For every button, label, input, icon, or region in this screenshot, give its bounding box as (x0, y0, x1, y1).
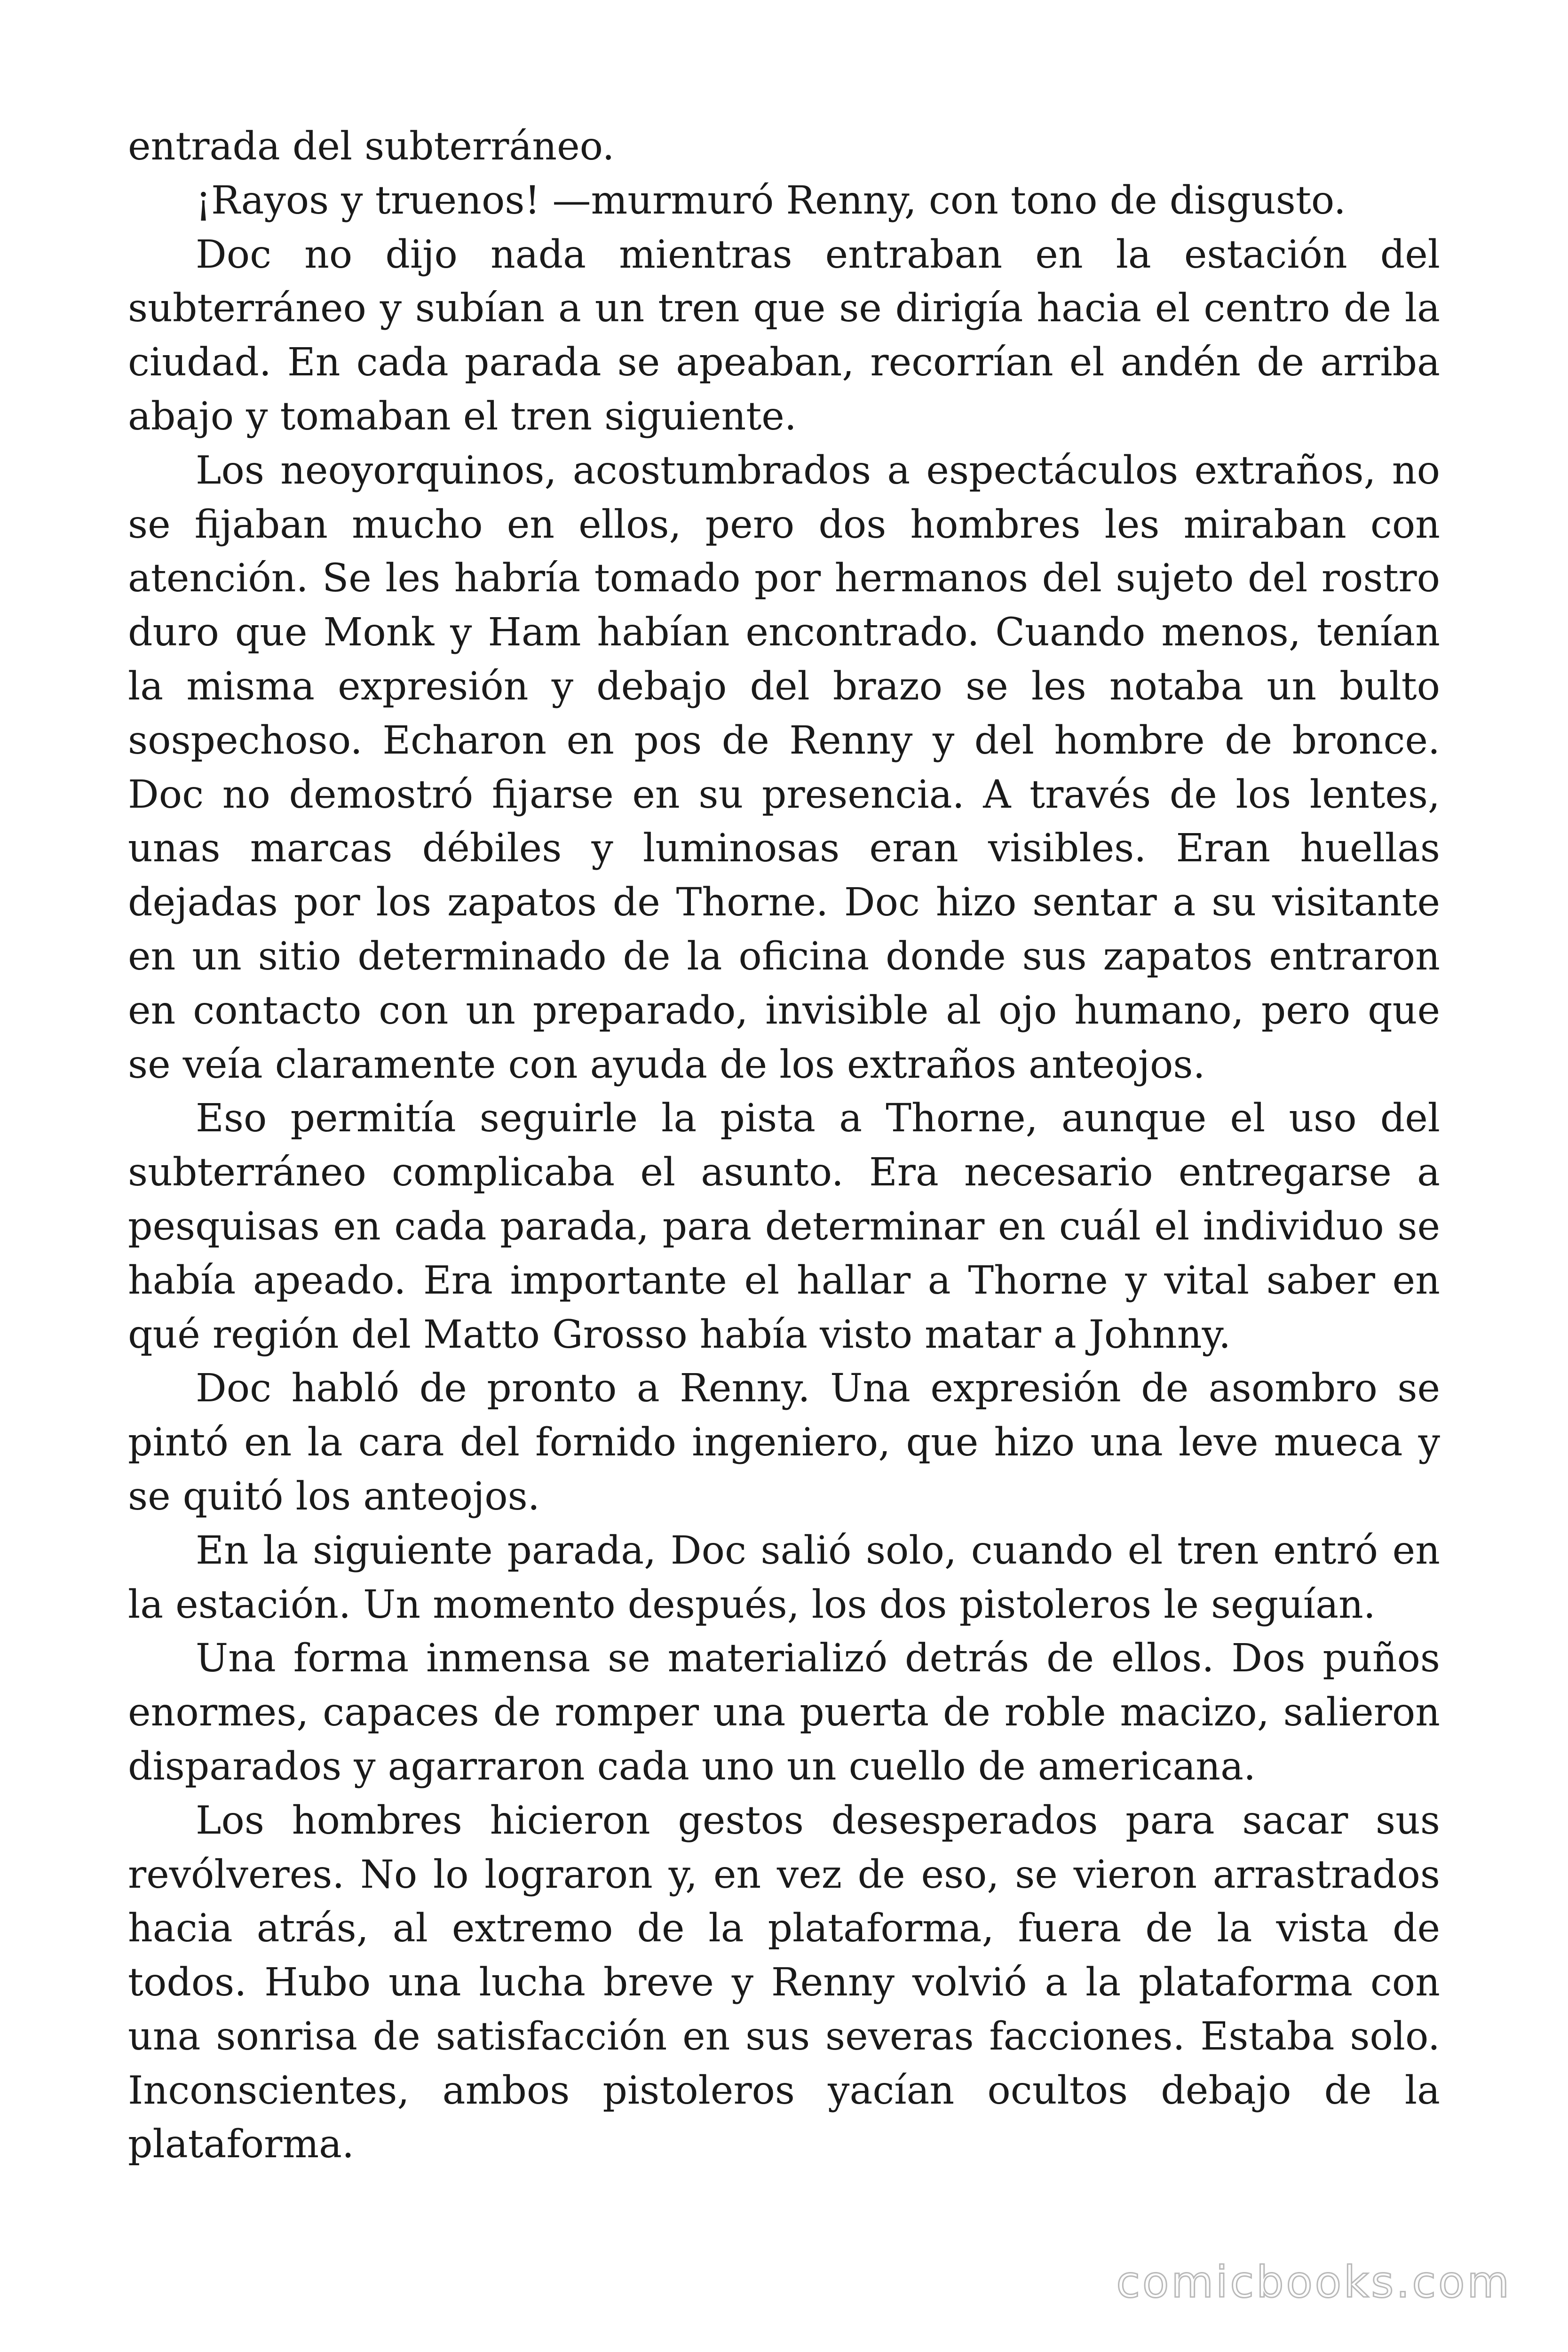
paragraph-6: Doc habló de pronto a Renny. Una expresión de asombro se pintó en la cara del fornido ingeniero, que hizo una leve mueca y se quitó los anteojos. (128, 1366, 1440, 1519)
paragraph-2: ¡Rayos y truenos! —murmuró Renny, con tono de disgusto. (196, 178, 1346, 223)
page-text-body (128, 120, 1440, 2172)
paragraph-9: Los hombres hicieron gestos desesperados para sacar sus revólveres. No lo lograron y, en vez de eso, se vieron arrastrados hacia atrás, al extremo de la plataforma, fuera de la vista de todos. Hubo una lucha breve y Renny volvió a la plataforma con una sonrisa de satisfacción en sus severas facciones. Estaba solo. Inconscientes, ambos pistoleros yacían ocultos debajo de la plataforma. (128, 1798, 1440, 2167)
paragraph-8: Una forma inmensa se materializó detrás de ellos. Dos puños enormes, capaces de romper una puerta de roble macizo, salieron disparados y agarraron cada uno un cuello de americana. (128, 1636, 1440, 1789)
paragraph-1: entrada del subterráneo. (128, 124, 615, 169)
paragraph-7: En la siguiente parada, Doc salió solo, cuando el tren entró en la estación. Un momento después, los dos pistoleros le seguían. (128, 1528, 1440, 1627)
paragraph-3: Doc no dijo nada mientras entraban en la estación del subterráneo y subían a un tren que se dirigía hacia el centro de la ciudad. En cada parada se apeaban, recorrían el andén de arriba abajo y tomaban el tren siguiente. (128, 232, 1440, 439)
watermark: comicbooks.com (1116, 2257, 1512, 2307)
paragraph-4: Los neoyorquinos, acostumbrados a espectáculos extraños, no se fijaban mucho en ellos, pero dos hombres les miraban con atención. Se les habría tomado por hermanos del sujeto del rostro duro que Monk y Ham habían encontrado. Cuando menos, tenían la misma expresión y debajo del brazo se les notaba un bulto sospechoso. Echaron en pos de Renny y del hombre de bronce. Doc no demostró fijarse en su presencia. A través de los lentes, unas marcas débiles y luminosas eran visibles. Eran huellas dejadas por los zapatos de Thorne. Doc hizo sentar a su visitante en un sitio determinado de la oficina donde sus zapatos entraron en contacto con un preparado, invisible al ojo humano, pero que se veía claramente con ayuda de los extraños anteojos. (128, 448, 1440, 1087)
paragraph-5: Eso permitía seguirle la pista a Thorne, aunque el uso del subterráneo complicaba el asunto. Era necesario entregarse a pesquisas en cada parada, para determinar en cuál el individuo se había apeado. Era importante el hallar a Thorne y vital saber en qué región del Matto Grosso había visto matar a Johnny. (128, 1096, 1440, 1357)
